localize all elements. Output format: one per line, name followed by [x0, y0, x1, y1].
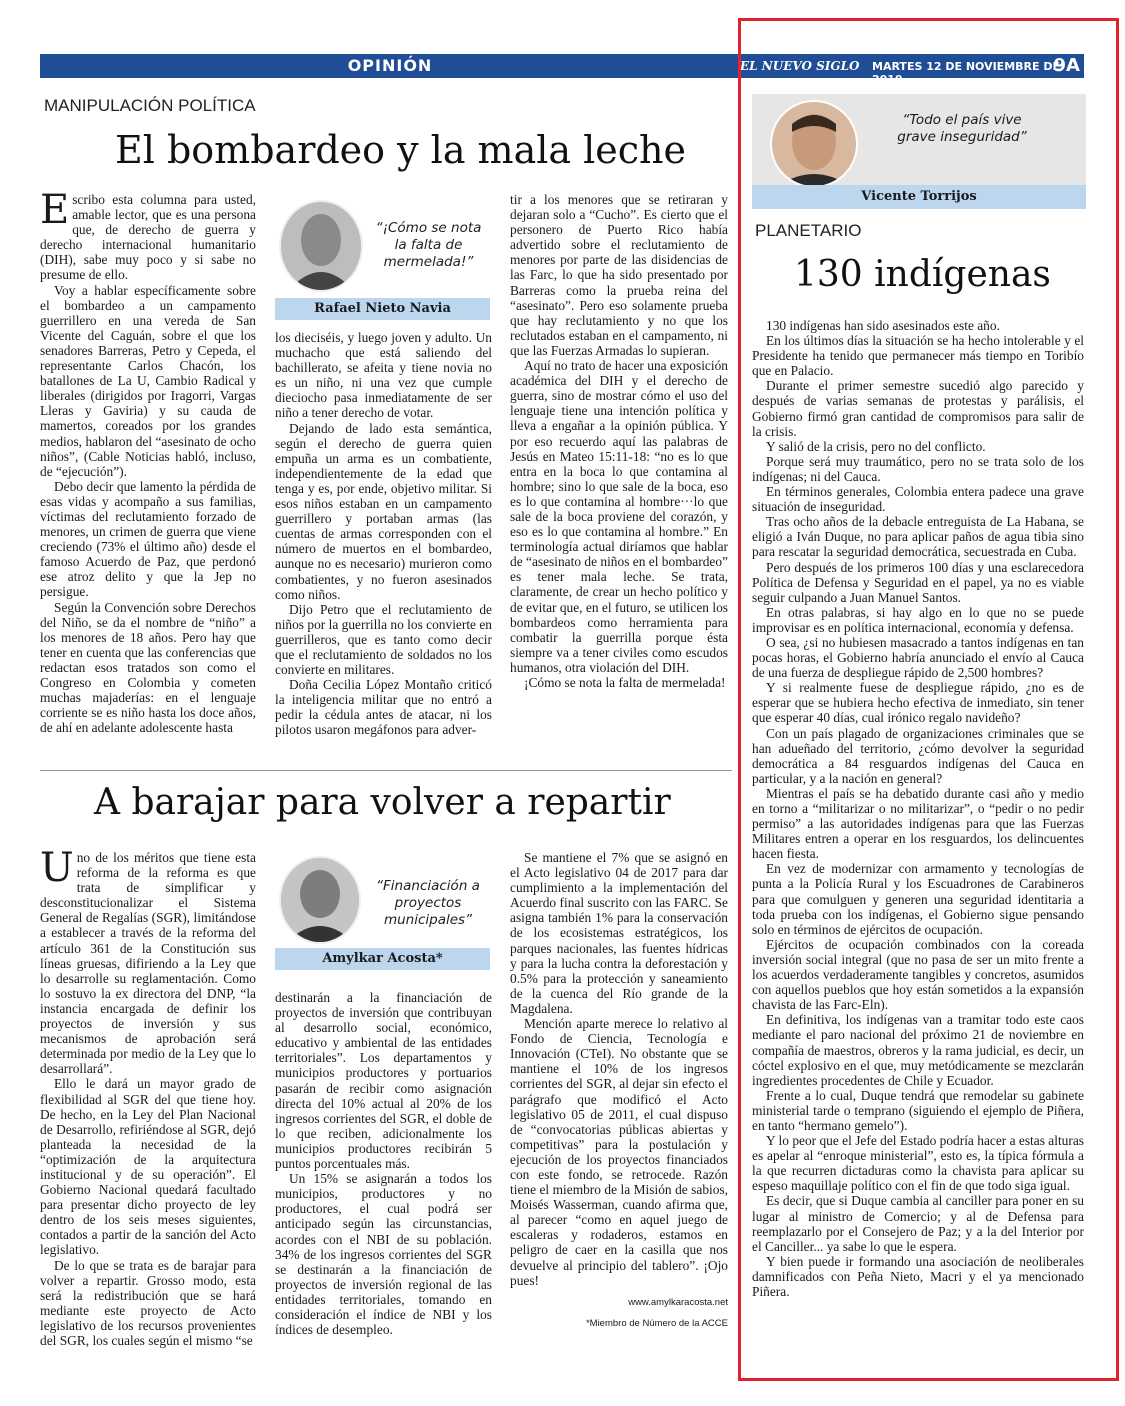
- article1-title: El bombardeo y la mala leche: [115, 128, 687, 172]
- paragraph: Y si realmente fuese de despliegue rápido, ¿no es de esperar que se hubiera hecho efectiva de inmediato, sin tener que esperar 40 días, cual irónico regalo navideño?: [752, 680, 1084, 726]
- paragraph: Aquí no trato de hacer una exposición académica del DIH y el derecho de guerra, sino de mostrar cómo el uso del lenguaje tiene una intención política y lleva a engañar a la opinión pública. Y por eso recuerdo aquí las palabras de Jesús en Mateo 15:11-18: “no es lo que entra en la boca lo que contamina al hombre; sino lo que sale de la boca, eso es lo que contamina al hombre···lo que sale de la boca proviene del corazón, y eso es lo que contamina al hombre.” En terminología actual diríamos que hablar de “asesinato de niños en el bombardeo” es tener mala leche. Se trata, claramente, de crear un hecho político y de evitar que, en el futuro, se utilicen los bombardeos como herramienta para combatir la guerrilla porque ésta siempre va a tener civiles como escudos humanos, otra violación del DIH.: [510, 358, 728, 675]
- paragraph: Frente a lo cual, Duque tendrá que remodelar su gabinete ministerial tarde o temprano (siguiendo el ejemplo de Piñera, en tanto “hermano gemelo”).: [752, 1087, 1084, 1133]
- paragraph: Doña Cecilia López Montaño criticó la inteligencia militar que no entró a pedir la cédula antes de atacar, ni los pilotos usaron megáfonos para adver-: [275, 677, 492, 738]
- paragraph: En términos generales, Colombia entera padece una grave situación de inseguridad.: [752, 484, 1084, 515]
- columnist-box-acosta: [275, 852, 490, 970]
- article3-title: 130 indígenas: [794, 254, 1051, 295]
- paragraph: Pero después de los primeros 100 días y una esclarecedora Política de Defensa y Seguridad en el papel, ya no es viable seguir culpando a Juan Manuel Santos.: [752, 559, 1084, 605]
- columnist-quote: “¡Cómo se nota la falta de mermelada!”: [375, 220, 482, 270]
- paragraph: O sea, ¿si no hubiesen masacrado a tantos indígenas en tan pocas horas, el Gobierno habría anunciado el envío al Cauca de una fuerza de despliegue rápido de 2,500 hombres?: [752, 634, 1084, 681]
- masthead: EL NUEVO SIGLO: [740, 59, 860, 73]
- article2-column-1: [40, 850, 256, 1380]
- article2-column-2: [275, 990, 492, 1380]
- paragraph: Voy a hablar específicamente sobre el bombardeo a un campamento guerrillero en una vereda de San Vicente del Caguán, sobre el que los senadores Barreras, Petro y Cepeda, el representante Carlos Chacón, los batallones de La U, Cambio Radical y liberales (dirigidos por Iragorri, Vargas Lleras y Gaviria) y su cauda de mamertos, coreados por los grandes medios, hablaron del “asesinato de ocho niños”, (Cable Noticias habló, incluso, de “ejecución”).: [40, 282, 256, 479]
- article-divider: [40, 770, 732, 771]
- article1-kicker: MANIPULACIÓN POLÍTICA: [44, 96, 256, 115]
- paragraph: Mientras el país se ha debatido durante casi año y medio en torno a “militarizar o no militarizar”, o “pedir o no pedir permiso” a las autoridades indígenas para que las Fuerzas Militares entren a operar en los resguardos, los delincuentes hacen fiesta.: [752, 785, 1084, 862]
- article1-column-2: [275, 330, 492, 766]
- columnist-name: Amylkar Acosta*: [275, 948, 490, 970]
- portrait-photo-icon: [281, 202, 361, 290]
- columnist-photo: [279, 856, 361, 944]
- columnist-quote: “Todo el país vive grave inseguridad”: [897, 112, 1027, 145]
- page-number: 9A: [1053, 55, 1080, 76]
- paragraph: En definitiva, los indígenas van a tramitar todo este caos mediante el paro nacional del próximo 21 de noviembre en compañía de maestros, obreros y la rama judicial, es decir, un cóctel explosivo en el que, muy metódicamente se mezclarán ingredientes procedentes de Chile y Ecuador.: [752, 1012, 1084, 1088]
- paragraph: En los últimos días la situación se ha hecho intolerable y el Presidente ha tenido que permanecer más tiempo en Toribío que en Palacio.: [752, 333, 1084, 379]
- section-title: OPINIÓN: [347, 56, 433, 75]
- paragraph: Y salió de la crisis, pero no del conflicto.: [766, 438, 986, 454]
- paragraph: Según la Convención sobre Derechos del Niño, se da el nombre de “niño” a los menores de 18 años. Pero hay que tener en cuenta que las conferencias que redactan esos tratados son como el Congreso en Colombia y cometen muchas majaderías: en el lenguaje corriente se es niño hasta los doce años, de ahí en adelante adolescente hasta: [40, 599, 256, 736]
- paragraph: Se mantiene el 7% que se asignó en el Acto legislativo 04 de 2017 para dar cumplimiento a la implementación del Acuerdo final suscrito con las FARC. Se asigna también 1% para la conservación de los ecosistemas estratégicos, los parques nacionales, las fuentes hídricas y para la lucha contra la deforestación y 0.5% para la protección y saneamiento de la cuenca del Río grande de la Magdalena.: [510, 850, 728, 1016]
- paragraph: Ello le dará un mayor grado de flexibilidad al SGR del que tiene hoy. De hecho, en la Ley del Plan Nacional de Desarrollo, refiriéndose al SGR, dejó planteada la necesidad de la “optimización de la arquitectura institucional y de su operación”. El Gobierno Nacional quedará facultado para presentar dicho proyecto de ley dentro de los seis meses siguientes, contados a partir de la sanción del Acto legislativo.: [40, 1076, 256, 1258]
- paragraph: Un 15% se asignarán a todos los municipios, productores y no productores, el cual podrá ser anticipado según las circunstancias, acordes con el NBI de su población. 34% de los ingresos corrientes del SGR se destinarán a la financiación de proyectos de inversión regional de las entidades territoriales, tomando en consideración el índice de NBI y los índices de desempleo.: [275, 1171, 492, 1338]
- paragraph: Mención aparte merece lo relativo al Fondo de Ciencia, Tecnología e Innovación (CTeI). No obstante que se mantiene el 10% de los ingresos corrientes del SGR, al dejar sin efecto el parágrafo que modificó el Acto legislativo 05 de 2011, el cual dispuso de “convocatorias públicas abiertas y competitivas” para la postulación y ejecución de los proyectos financiados con este fondo, se retrocede. Razón tiene el miembro de la Misión de sabios, Moisés Wasserman, cuando afirma que, al parecer “como en aquel juego de escaleras y rodaderos, estamos en peligro de caer en la casilla que nos devuelve al principio del tablero”. ¡Ojo pues!: [510, 1016, 728, 1288]
- article1-column-3: [510, 192, 728, 762]
- paragraph: En vez de modernizar con armamento y tecnologías de punta a la Policía Rural y los Escuadrones de Carabineros para que comulguen y generen una seguridad identitaria a toda prueba con los indígenas, el Gobierno sigue pensando solo en términos de ejércitos de ocupación.: [752, 861, 1084, 937]
- paragraph: Y bien puede ir formando una asociación de neoliberales damnificados con Peña Nieto, Macri y el ya mencionado Piñera.: [752, 1253, 1084, 1299]
- paragraph: ¡Cómo se nota la falta de mermelada!: [524, 675, 726, 690]
- paragraph: Ejércitos de ocupación combinados con la coreada inversión social integral (que no pasa de ser un mito frente a los acuerdos verdaderamente tangibles y concretos, asumidos con aquellos pueblos que hoy están sometidos a la expansión chavista de las Farc-Eln).: [752, 936, 1084, 1013]
- paragraph: Dijo Petro que el reclutamiento de niños por la guerrilla no los convierte en guerrilleros, que es tanto como decir que el reclutamiento de soldados no los convierte en militares.: [275, 601, 492, 678]
- columnist-name: Vicente Torrijos: [752, 185, 1086, 209]
- paragraph: 130 indígenas han sido asesinados este año.: [766, 318, 1000, 333]
- paragraph: Con un país plagado de organizaciones criminales que se han adueñado del territorio, ¿cómo devolver la seguridad democrática a 84 resguardos indígenas del Cauca en particular, y a la nación en general?: [752, 725, 1084, 786]
- paragraph: Escribo esta columna para usted, amable lector, que es una persona que, de derecho de guerra y derecho internacional humanitario (DIH), sabe muy poco y si sabe no presume de ello.: [40, 192, 256, 283]
- columnist-box-nieto: [275, 196, 490, 320]
- issue-date: MARTES 12 DE NOVIEMBRE DE 2019: [872, 60, 1060, 86]
- highlight-frame: [738, 18, 1119, 1381]
- paragraph: Durante el primer semestre sucedió algo parecido y después de varias semanas de protestas y parálisis, el Gobierno firmó gran cantidad de compromisos para salir de la crisis.: [752, 378, 1084, 439]
- columnist-name: Rafael Nieto Navia: [275, 298, 490, 320]
- article1-column-1: [40, 192, 256, 758]
- portrait-photo-icon: [281, 858, 359, 942]
- paragraph: Porque será muy traumático, pero no se trata solo de los indígenas; ni del Cauca.: [752, 453, 1084, 484]
- paragraph: destinarán a la financiación de proyectos de inversión que contribuyan al desarrollo social, económico, educativo y ambiental de las entidades territoriales”. Los departamentos y municipios productores y portuarios pasarán de recibir como asignación directa del 10% actual al 20% de los ingresos corrientes del SGR, el doble de lo que reciben, adicionalmente los municipios productores recibirán 5 puntos porcentuales más.: [275, 990, 492, 1172]
- paragraph: Tras ocho años de la debacle entreguista de La Habana, se eligió a Iván Duque, no para aplicar paños de agua tibia sino para rescatar la seguridad democrática, secuestrada en Cuba.: [752, 514, 1084, 560]
- paragraph: los dieciséis, y luego joven y adulto. Un muchacho que está saliendo del bachillerato, se afeita y tiene novia no es un niño, ni una vez que cumple dieciocho pasa inmediatamente de ser niño a tener derecho de votar.: [275, 330, 492, 421]
- article2-title: A barajar para volver a repartir: [94, 782, 671, 823]
- columnist-quote: “Financiación a proyectos municipales”: [376, 878, 480, 928]
- article2-column-3: [510, 850, 728, 1380]
- paragraph: Es decir, que si Duque cambia al canciller para poner en su lugar al ministro de Comercio; y al de Defensa para reemplazarlo por el Consejero de Paz; y a la del Interior por el Canciller... ya sabe lo que le espera.: [752, 1193, 1084, 1254]
- paragraph: Uno de los méritos que tiene esta reforma de la reforma es que trata de simplificar y desconstitucionalizar el Sistema General de Regalías (SGR), limitándose a establecer a través de la reforma del artículo 361 de la Constitución sus líneas gruesas, difiriendo a la Ley que lo desarrolle su reglamentación. Como lo sostuvo la ex directora del DNP, “la instancia encargada de definir los proyectos de inversión y sus mecanismos de aprobación será determinada por medio de la Ley que lo desarrollará”.: [40, 850, 256, 1077]
- paragraph: En otras palabras, si hay algo en lo que no se puede improvisar es en política internacional, economía y defensa.: [752, 604, 1084, 635]
- paragraph: Dejando de lado esta semántica, según el derecho de guerra quien empuña un arma es un combatiente, independientemente de la edad que tenga y es, por ende, objetivo militar. Si esos niños estaban en un campamento guerrillero y portaban armas (las cuentas de armas corresponden con el número de muertos en el bombardeo, aunque no es necesario) murieron como combatientes, y no fueron asesinados como niños.: [275, 420, 492, 602]
- article3-kicker: PLANETARIO: [755, 221, 862, 240]
- author-footnote: *Miembro de Número de la ACCE: [585, 1317, 728, 1329]
- paragraph: Y lo peor que el Jefe del Estado podría hacer a estas alturas es apelar al “enroque ministerial”, esto es, la típica fórmula a la que recurren dictaduras como la chavista para aplicar su espeso maquillaje político con el fin de que todo siga igual.: [752, 1133, 1084, 1194]
- columnist-photo: [279, 200, 363, 292]
- paragraph: tir a los menores que se retiraran y dejaran solo a “Cucho”. Es cierto que el personero de Puerto Rico había advertido sobre el reclutamiento de menores por parte de las disidencias de las Farc, lo que ha sido presentado por Barreras como la prueba reina del “asesinato”. Pero eso solamente prueba que hay reclutamiento y no que los reclutados estaban en el campamento, ni que las Fuerzas Armadas lo supieran.: [510, 192, 728, 358]
- author-website: www.amylkaracosta.net: [628, 1296, 728, 1308]
- paragraph: Debo decir que lamento la pérdida de esas vidas y acompaño a sus familias, víctimas del reclutamiento forzado de menores, un crimen de guerra que viene creciendo (73% el último año) desde el famoso Acuerdo de Paz, que perdonó ese atroz delito y que la Jep no persigue.: [40, 478, 256, 600]
- paragraph: De lo que se trata es de barajar para volver a repartir. Grosso modo, esta será la redistribución que se hará mediante este proyecto de Acto legislativo de los recursos provenientes del SGR, los cuales según el mismo “se: [40, 1257, 256, 1348]
